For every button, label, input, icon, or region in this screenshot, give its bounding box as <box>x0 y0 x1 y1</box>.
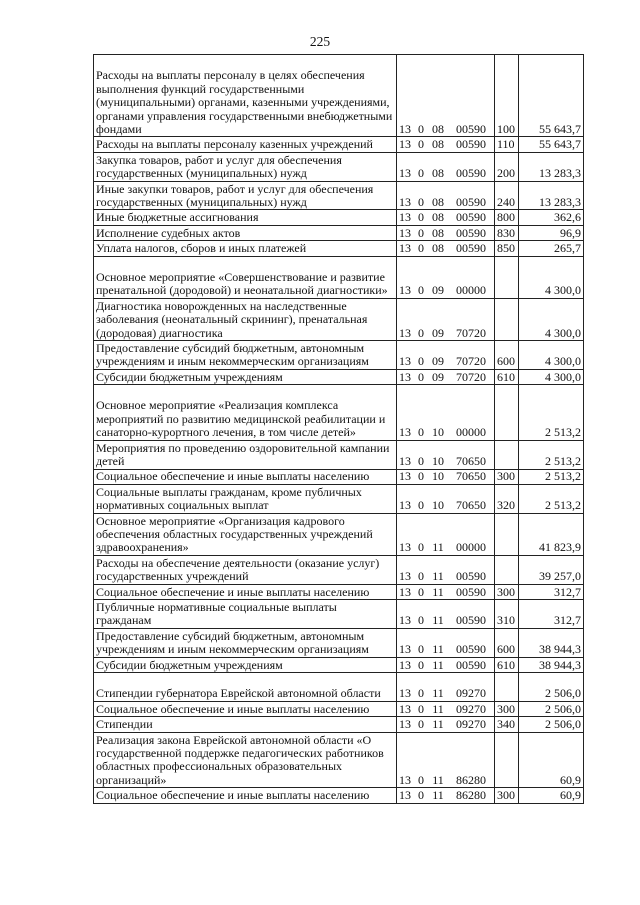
row-name: Иные бюджетные ассигнования <box>94 210 397 225</box>
row-amount: 41 823,9 <box>519 513 584 555</box>
row-name: Стипендии губернатора Еврейской автономной области <box>94 673 397 702</box>
table-row <box>94 440 584 469</box>
code-subprogram: 0 <box>418 369 424 384</box>
code-program: 13 <box>399 121 411 136</box>
row-name: Уплата налогов, сборов и иных платежей <box>94 241 397 256</box>
row-amount: 4 300,0 <box>519 256 584 298</box>
row-code <box>397 181 495 210</box>
row-code <box>397 298 495 340</box>
code-subprogram: 0 <box>418 283 424 298</box>
code-event: 11 <box>432 788 444 803</box>
row-expense-type: 600 <box>495 628 519 657</box>
code-direction: 00590 <box>456 225 486 240</box>
row-amount: 60,9 <box>519 788 584 803</box>
row-name: Основное мероприятие «Совершенствование и развитие пренатальной (дородовой) и неонатальной диагностики» <box>94 256 397 298</box>
code-direction: 00590 <box>456 584 486 599</box>
table-row <box>94 628 584 657</box>
row-name: Основное мероприятие «Реализация комплекса мероприятий по развитию медицинской реабилитации и санаторно-курортного лечения, в том числе детей» <box>94 385 397 441</box>
code-subprogram: 0 <box>418 686 424 701</box>
code-program: 13 <box>399 137 411 152</box>
code-program: 13 <box>399 701 411 716</box>
code-program: 13 <box>399 584 411 599</box>
code-subprogram: 0 <box>418 772 424 787</box>
code-direction: 00000 <box>456 540 486 555</box>
row-name: Предоставление субсидий бюджетным, автономным учреждениям и иным некоммерческим организациям <box>94 628 397 657</box>
code-event: 10 <box>432 498 444 513</box>
code-subprogram: 0 <box>418 657 424 672</box>
code-event: 08 <box>432 241 444 256</box>
code-event: 11 <box>432 642 444 657</box>
code-direction: 09270 <box>456 701 486 716</box>
code-subprogram: 0 <box>418 121 424 136</box>
code-program: 13 <box>399 540 411 555</box>
code-direction: 70720 <box>456 354 486 369</box>
code-direction: 70650 <box>456 498 486 513</box>
row-expense-type: 240 <box>495 181 519 210</box>
row-name: Расходы на обеспечение деятельности (оказание услуг) государственных учреждений <box>94 555 397 584</box>
code-direction: 70720 <box>456 369 486 384</box>
code-subprogram: 0 <box>418 642 424 657</box>
row-name: Расходы на выплаты персоналу казенных учреждений <box>94 137 397 152</box>
row-code <box>397 225 495 240</box>
row-expense-type: 300 <box>495 584 519 599</box>
row-expense-type: 340 <box>495 717 519 732</box>
row-amount: 60,9 <box>519 732 584 788</box>
budget-table <box>93 54 584 804</box>
code-subprogram: 0 <box>418 469 424 484</box>
code-subprogram: 0 <box>418 717 424 732</box>
code-direction: 00590 <box>456 241 486 256</box>
code-subprogram: 0 <box>418 569 424 584</box>
code-direction: 00590 <box>456 121 486 136</box>
table-row <box>94 717 584 732</box>
row-name: Социальные выплаты гражданам, кроме публичных нормативных социальных выплат <box>94 484 397 513</box>
row-amount: 2 513,2 <box>519 440 584 469</box>
code-event: 10 <box>432 425 444 440</box>
code-program: 13 <box>399 225 411 240</box>
table-row <box>94 181 584 210</box>
code-subprogram: 0 <box>418 788 424 803</box>
row-code <box>397 600 495 629</box>
code-program: 13 <box>399 354 411 369</box>
row-name: Иные закупки товаров, работ и услуг для обеспечения государственных (муниципальных) нужд <box>94 181 397 210</box>
row-expense-type: 200 <box>495 152 519 181</box>
row-amount: 55 643,7 <box>519 55 584 137</box>
row-code <box>397 369 495 384</box>
code-event: 08 <box>432 210 444 225</box>
row-code <box>397 152 495 181</box>
row-amount: 362,6 <box>519 210 584 225</box>
row-code <box>397 555 495 584</box>
code-event: 11 <box>432 701 444 716</box>
code-event: 10 <box>432 454 444 469</box>
code-program: 13 <box>399 454 411 469</box>
code-event: 08 <box>432 225 444 240</box>
row-expense-type: 610 <box>495 657 519 672</box>
code-direction: 00000 <box>456 283 486 298</box>
row-amount: 2 513,2 <box>519 484 584 513</box>
row-amount: 4 300,0 <box>519 298 584 340</box>
row-amount: 38 944,3 <box>519 657 584 672</box>
table-row <box>94 298 584 340</box>
row-code <box>397 701 495 716</box>
table-row <box>94 555 584 584</box>
row-expense-type: 100 <box>495 55 519 137</box>
row-expense-type: 600 <box>495 340 519 369</box>
row-expense-type: 610 <box>495 369 519 384</box>
code-program: 13 <box>399 613 411 628</box>
code-subprogram: 0 <box>418 210 424 225</box>
row-amount: 2 513,2 <box>519 469 584 484</box>
row-name: Предоставление субсидий бюджетным, автономным учреждениям и иным некоммерческим организациям <box>94 340 397 369</box>
row-amount: 38 944,3 <box>519 628 584 657</box>
row-code <box>397 484 495 513</box>
row-amount: 4 300,0 <box>519 340 584 369</box>
code-program: 13 <box>399 717 411 732</box>
code-subprogram: 0 <box>418 540 424 555</box>
code-program: 13 <box>399 642 411 657</box>
row-name: Мероприятия по проведению оздоровительной кампании детей <box>94 440 397 469</box>
row-amount: 96,9 <box>519 225 584 240</box>
row-code <box>397 440 495 469</box>
row-amount: 13 283,3 <box>519 181 584 210</box>
row-code <box>397 584 495 599</box>
row-name: Социальное обеспечение и иные выплаты населению <box>94 701 397 716</box>
row-code <box>397 385 495 441</box>
code-event: 09 <box>432 283 444 298</box>
table-row <box>94 584 584 599</box>
code-program: 13 <box>399 210 411 225</box>
page-number: 225 <box>309 34 331 49</box>
row-expense-type <box>495 513 519 555</box>
row-code <box>397 55 495 137</box>
row-amount: 4 300,0 <box>519 369 584 384</box>
row-code <box>397 732 495 788</box>
table-row <box>94 513 584 555</box>
code-event: 09 <box>432 325 444 340</box>
code-program: 13 <box>399 425 411 440</box>
code-direction: 70650 <box>456 469 486 484</box>
code-event: 09 <box>432 354 444 369</box>
code-event: 08 <box>432 137 444 152</box>
table-row <box>94 369 584 384</box>
code-event: 09 <box>432 369 444 384</box>
row-code <box>397 717 495 732</box>
row-amount: 2 506,0 <box>519 673 584 702</box>
row-name: Реализация закона Еврейской автономной области «О государственной поддержке педагогических работников областных профессиональных образовательных организаций» <box>94 732 397 788</box>
table-row <box>94 788 584 803</box>
table-row <box>94 256 584 298</box>
code-direction: 70650 <box>456 454 486 469</box>
code-program: 13 <box>399 325 411 340</box>
row-expense-type: 300 <box>495 788 519 803</box>
row-name: Субсидии бюджетным учреждениям <box>94 657 397 672</box>
row-code <box>397 210 495 225</box>
row-amount: 13 283,3 <box>519 152 584 181</box>
row-name: Публичные нормативные социальные выплаты гражданам <box>94 600 397 629</box>
row-name: Основное мероприятие «Организация кадрового обеспечения областных государственных учреждений здравоохранения» <box>94 513 397 555</box>
code-direction: 00590 <box>456 642 486 657</box>
code-event: 11 <box>432 613 444 628</box>
code-program: 13 <box>399 657 411 672</box>
code-direction: 00590 <box>456 569 486 584</box>
row-amount: 265,7 <box>519 241 584 256</box>
row-expense-type: 800 <box>495 210 519 225</box>
code-event: 11 <box>432 584 444 599</box>
row-name: Исполнение судебных актов <box>94 225 397 240</box>
code-program: 13 <box>399 498 411 513</box>
row-code <box>397 241 495 256</box>
code-subprogram: 0 <box>418 325 424 340</box>
row-code <box>397 137 495 152</box>
code-direction: 00000 <box>456 425 486 440</box>
code-subprogram: 0 <box>418 454 424 469</box>
code-event: 11 <box>432 686 444 701</box>
code-program: 13 <box>399 241 411 256</box>
row-amount: 2 506,0 <box>519 717 584 732</box>
row-expense-type <box>495 385 519 441</box>
row-code <box>397 513 495 555</box>
code-event: 11 <box>432 657 444 672</box>
code-program: 13 <box>399 788 411 803</box>
code-event: 11 <box>432 717 444 732</box>
row-code <box>397 256 495 298</box>
budget-table-body <box>94 55 584 804</box>
table-row <box>94 241 584 256</box>
table-row <box>94 210 584 225</box>
code-subprogram: 0 <box>418 194 424 209</box>
row-expense-type: 320 <box>495 484 519 513</box>
row-expense-type: 300 <box>495 701 519 716</box>
row-code <box>397 628 495 657</box>
row-name: Социальное обеспечение и иные выплаты населению <box>94 469 397 484</box>
row-expense-type: 850 <box>495 241 519 256</box>
row-name: Стипендии <box>94 717 397 732</box>
code-program: 13 <box>399 166 411 181</box>
table-row <box>94 732 584 788</box>
table-row <box>94 673 584 702</box>
code-program: 13 <box>399 469 411 484</box>
code-event: 08 <box>432 194 444 209</box>
row-amount: 2 506,0 <box>519 701 584 716</box>
code-program: 13 <box>399 283 411 298</box>
code-program: 13 <box>399 569 411 584</box>
row-amount: 312,7 <box>519 584 584 599</box>
code-direction: 00590 <box>456 613 486 628</box>
code-subprogram: 0 <box>418 425 424 440</box>
row-amount: 2 513,2 <box>519 385 584 441</box>
code-direction: 00590 <box>456 166 486 181</box>
row-expense-type: 310 <box>495 600 519 629</box>
row-name: Субсидии бюджетным учреждениям <box>94 369 397 384</box>
code-subprogram: 0 <box>418 225 424 240</box>
code-program: 13 <box>399 369 411 384</box>
code-direction: 00590 <box>456 194 486 209</box>
row-code <box>397 469 495 484</box>
code-subprogram: 0 <box>418 584 424 599</box>
row-expense-type <box>495 555 519 584</box>
code-subprogram: 0 <box>418 613 424 628</box>
table-row <box>94 152 584 181</box>
row-expense-type <box>495 298 519 340</box>
row-name: Диагностика новорожденных на наследственные заболевания (неонатальный скрининг), пренатальная (дородовая) диагностика <box>94 298 397 340</box>
row-code <box>397 340 495 369</box>
code-event: 08 <box>432 121 444 136</box>
code-direction: 86280 <box>456 772 486 787</box>
code-subprogram: 0 <box>418 498 424 513</box>
row-expense-type: 300 <box>495 469 519 484</box>
row-name: Социальное обеспечение и иные выплаты населению <box>94 788 397 803</box>
code-event: 11 <box>432 772 444 787</box>
row-expense-type <box>495 256 519 298</box>
code-subprogram: 0 <box>418 137 424 152</box>
code-direction: 00590 <box>456 137 486 152</box>
row-name: Расходы на выплаты персоналу в целях обеспечения выполнения функций государственными (муниципальными) органами, казенными учреждениями, органами управления государственными внебюджетными фондами <box>94 55 397 137</box>
table-row <box>94 225 584 240</box>
code-event: 11 <box>432 569 444 584</box>
code-direction: 09270 <box>456 717 486 732</box>
row-code <box>397 657 495 672</box>
row-expense-type: 830 <box>495 225 519 240</box>
table-row <box>94 484 584 513</box>
table-row <box>94 340 584 369</box>
code-direction: 00590 <box>456 657 486 672</box>
row-expense-type <box>495 673 519 702</box>
row-expense-type <box>495 440 519 469</box>
code-program: 13 <box>399 194 411 209</box>
row-expense-type <box>495 732 519 788</box>
code-subprogram: 0 <box>418 166 424 181</box>
row-code <box>397 673 495 702</box>
table-row <box>94 701 584 716</box>
code-direction: 70720 <box>456 325 486 340</box>
code-event: 10 <box>432 469 444 484</box>
table-row <box>94 657 584 672</box>
code-direction: 86280 <box>456 788 486 803</box>
code-direction: 09270 <box>456 686 486 701</box>
row-amount: 55 643,7 <box>519 137 584 152</box>
row-amount: 312,7 <box>519 600 584 629</box>
code-program: 13 <box>399 772 411 787</box>
row-code <box>397 788 495 803</box>
row-name: Социальное обеспечение и иные выплаты населению <box>94 584 397 599</box>
code-event: 08 <box>432 166 444 181</box>
table-row <box>94 600 584 629</box>
code-direction: 00590 <box>456 210 486 225</box>
code-subprogram: 0 <box>418 241 424 256</box>
row-name: Закупка товаров, работ и услуг для обеспечения государственных (муниципальных) нужд <box>94 152 397 181</box>
table-row <box>94 469 584 484</box>
row-expense-type: 110 <box>495 137 519 152</box>
code-program: 13 <box>399 686 411 701</box>
row-amount: 39 257,0 <box>519 555 584 584</box>
table-row <box>94 55 584 137</box>
code-subprogram: 0 <box>418 701 424 716</box>
code-subprogram: 0 <box>418 354 424 369</box>
code-event: 11 <box>432 540 444 555</box>
table-row <box>94 137 584 152</box>
table-row <box>94 385 584 441</box>
